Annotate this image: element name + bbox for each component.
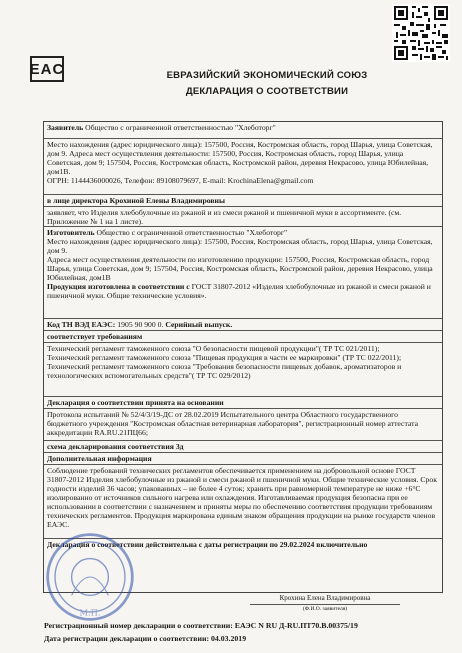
basis-text: Протокола испытаний № 52/4/3/19-ДС от 28.02.2019 Испытательного центра Областного государственного бюджетного учреждения "Костромская областная ветеринарная лаборатория", регистрационный номер аттестата аккредитации RA.RU.21ПЦ66;	[47, 410, 418, 437]
manufacturer-activity: Адреса мест осуществления деятельности по изготовлению продукции: 157500, Россия, Костромская область, город Шарья, улица Советская, дом 9; 157504, Россия, Костромская область, Костромской район, деревня Некрасово, улица Юбилейная, дом1В	[47, 255, 433, 282]
applicant-label: Заявитель	[47, 123, 84, 132]
signatory-caption: (Ф.И.О. заявителя)	[302, 606, 348, 612]
applicant-address-row	[44, 138, 442, 186]
declares-text: заявляет, что Изделия хлебобулочные из ржаной и из смеси ржаной и пшеничной муки в ассортименте. (см. Приложение № 1 на 1 листе).	[47, 208, 402, 226]
series-text: Серийный выпуск.	[165, 320, 233, 329]
manufacturer-row	[44, 226, 442, 301]
manufacturer-label: Изготовитель	[47, 228, 95, 237]
tnved-value: 1905 90 900 0.	[117, 320, 164, 329]
requirements-label: соответствует требованиям	[47, 332, 143, 341]
manufacturer-address: Место нахождения (адрес юридического лица): 157500, Россия, Костромская область, город Шарья, улица Советская, дом 9.	[47, 237, 433, 255]
union-title: ЕВРАЗИЙСКИЙ ЭКОНОМИЧЕСКИЙ СОЮЗ	[166, 70, 368, 81]
tnved-label: Код ТН ВЭД ЕАЭС:	[47, 320, 116, 329]
signature-line	[250, 604, 400, 605]
scheme-row	[44, 440, 442, 452]
applicant-address: Место нахождения (адрес юридического лица): 157500, Россия, Костромская область, город Шарья, улица Советская, дом 9. Адреса мест осуществления деятельности: 157500, Россия, Костромская область, город Шарья, улица Советская, дом 9; 157504, Россия, Костромская область, Костромской район, деревня Некрасово, улица Юбилейная, дом1В.	[47, 140, 433, 176]
eac-logo-text: EAC	[29, 60, 65, 78]
requirement-item: Технический регламент таможенного союза "Пищевая продукция в части ее маркировки" (ТР ТС 022/2011); Технический регламент таможенного союза "Требования безопасности пищевых добавок, ароматизаторов и технологических вспомогательных средств"( ТР ТС 029/2012)	[47, 353, 402, 380]
manufacturer-name: Общество с ограниченной ответственностью "Хлеботорг"	[96, 228, 288, 237]
standard-text: ГОСТ 31807-2012 «Изделия хлебобулочные из ржаной и смеси ржаной и пшеничной муки. Общие технические условия».	[47, 282, 431, 300]
tnved-row	[44, 318, 442, 330]
additional-label: Дополнительная информация	[47, 454, 152, 463]
signatory-name: Крохина Елена Владимировна	[279, 594, 371, 602]
company-seal-stamp-icon	[44, 531, 136, 623]
director-text: в лице директора Крохиной Елены Владимировны	[47, 196, 225, 205]
validity-text: Декларация о соответствии действительна с даты регистрации по 29.02.2024 включительно	[47, 540, 368, 549]
standard-label: Продукция изготовлена в соответствии с	[47, 282, 190, 291]
declaration-frame	[43, 121, 443, 593]
additional-text-row	[44, 464, 442, 530]
applicant-name: Общество с ограниченной ответственностью "Хлеботорг"	[85, 123, 276, 132]
qr-code-icon	[392, 4, 450, 62]
additional-label-row	[44, 452, 442, 464]
director-row	[44, 194, 442, 206]
requirement-item: Технический регламент таможенного союза "О безопасности пищевой продукции"( ТР ТС 021/2011);	[47, 344, 380, 353]
basis-label: Декларация о соответствии принята на основании	[47, 398, 224, 407]
additional-text: Соблюдение требований технических регламентов обеспечивается применением на добровольной основе ГОСТ 31807-2012 Изделия хлебобулочные из ржаной и смеси ржаной и пшеничной муки. Общие технические условия. Срок годности изделий 36 часов; упакованных – не более 4 суток; хранить при равномерной температуре не ниже +6°С изолированно от источников сильного нагрева или охлаждения. Изготавливаемая продукция безопасна при ее использовании в соответствии с назначением и приняты меры по обеспечению соответствия продукции требованиям технических регламентов. Продукция маркирована единым знаком обращения продукции на рынке государств членов ЕАЭС.	[47, 466, 437, 529]
stamp-letters: М.П.	[79, 607, 101, 618]
declaration-title: ДЕКЛАРАЦИЯ О СООТВЕТСТВИИ	[185, 86, 349, 97]
registration-date: Дата регистрации декларации о соответствии: 04.03.2019	[44, 634, 247, 643]
declares-row	[44, 206, 442, 227]
basis-text-row	[44, 408, 442, 438]
registration-number: Регистрационный номер декларации о соответствии: ЕАЭС N RU Д-RU.ПТ70.В.00375/19	[44, 621, 358, 630]
eac-logo	[30, 56, 64, 82]
basis-label-row	[44, 396, 442, 408]
requirements-label-row	[44, 330, 442, 342]
scheme-text: схема декларирования соответствия 3д	[47, 442, 184, 451]
applicant-contacts: ОГРН: 1144436000026, Телефон: 89108079697, E-mail: KrochinaElena@gmail.com	[47, 176, 314, 185]
applicant-row	[44, 122, 442, 133]
requirements-list	[44, 342, 442, 381]
